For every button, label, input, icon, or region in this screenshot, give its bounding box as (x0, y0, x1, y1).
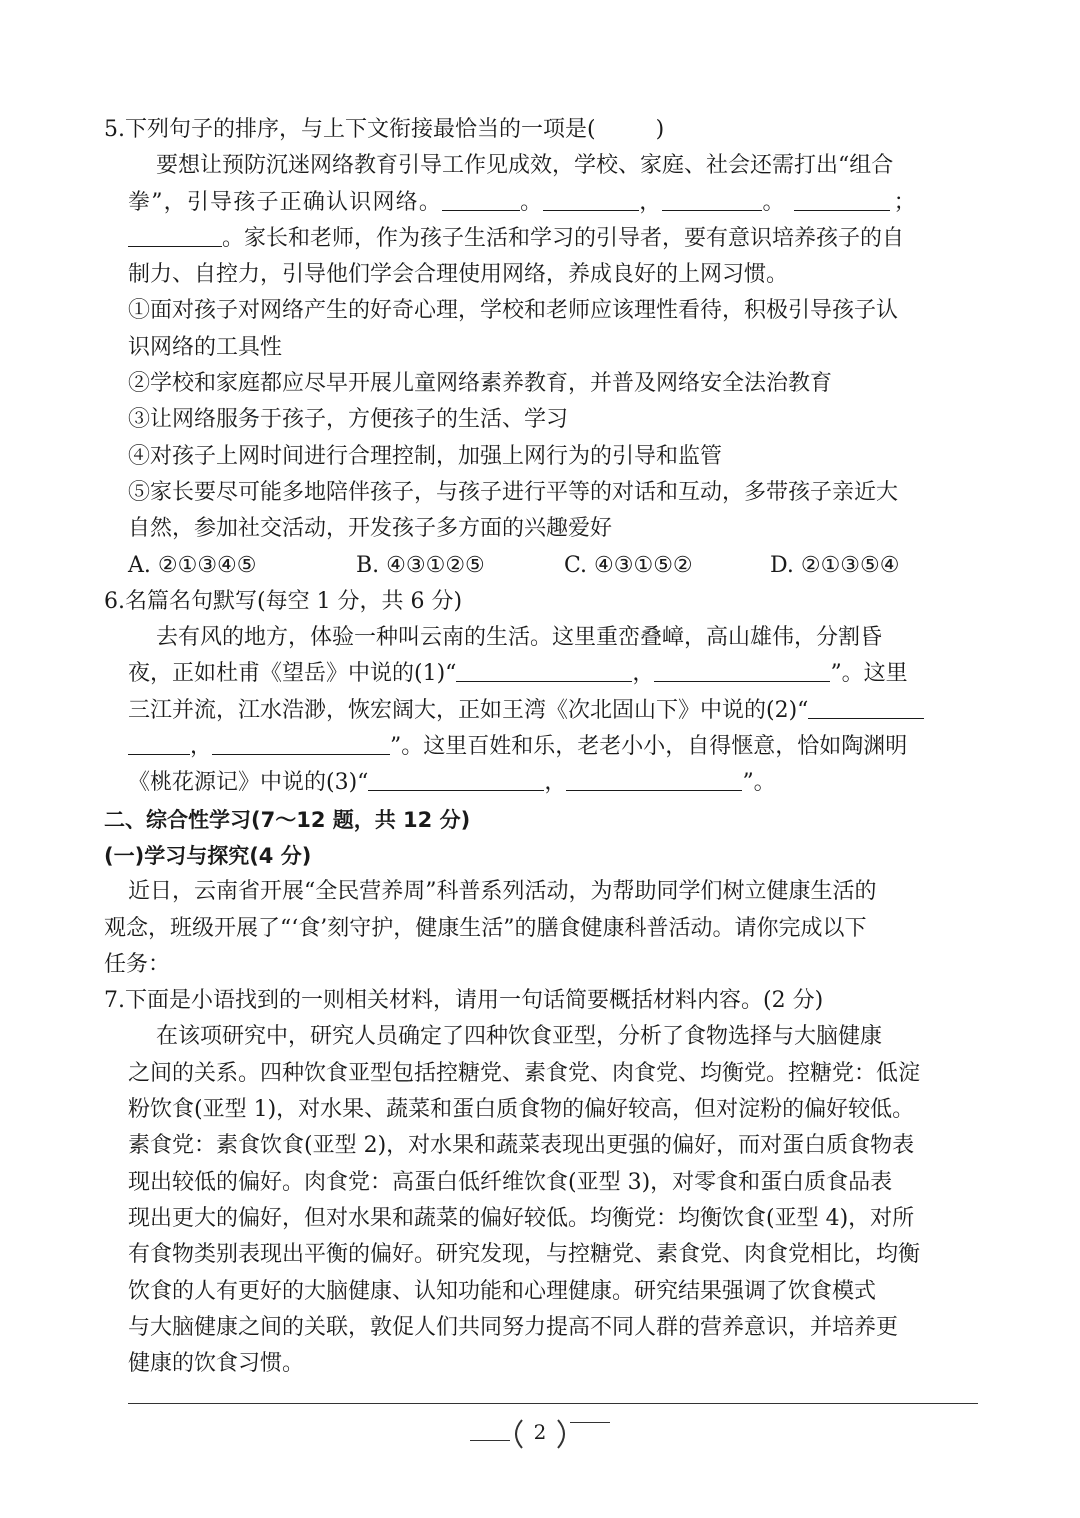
q6-passage-line-3 (104, 693, 980, 729)
q7-material-line: 粉饮食(亚型 1)，对水果、蔬菜和蛋白质食物的偏好较高，但对淀粉的偏好较低。 (128, 1097, 915, 1123)
q5-passage-line-3 (104, 221, 980, 257)
q6-passage-line-5 (104, 765, 980, 801)
footer-line-right (570, 1422, 610, 1423)
q6-blank-3a[interactable] (808, 694, 924, 719)
q6-passage-line-2 (104, 656, 980, 692)
q5-stem (104, 112, 980, 148)
q7-material-line: 素食党：素食饮食(亚型 2)，对水果和蔬菜表现出更强的偏好，而对蛋白质食物表 (128, 1133, 915, 1159)
q7-material-line: 之间的关系。四种饮食亚型包括控糖党、素食党、肉食党、均衡党。控糖党：低淀 (128, 1060, 921, 1086)
page-number: 2 (533, 1420, 547, 1444)
q7-material-line: 现出较低的偏好。肉食党：高蛋白低纤维饮食(亚型 3)，对零食和蛋白质食品表 (128, 1169, 893, 1195)
q5-item-5-line-1: ⑤家长要尽可能多地陪伴孩子，与孩子进行平等的对话和互动，多带孩子亲近大 (128, 479, 899, 505)
q5-blank-1[interactable] (442, 186, 520, 211)
section-2-title: 二、综合性学习(7～12 题，共 12 分) (104, 807, 471, 832)
q5-item-1-line-1: ①面对孩子对网络产生的好奇心理，学校和老师应该理性看待，积极引导孩子认 (128, 298, 899, 324)
q6-blank-1[interactable] (456, 657, 632, 682)
q5-option-c[interactable]: C. ④③①⑤② (564, 552, 693, 578)
punct: ， (639, 189, 663, 215)
q5-option-d[interactable]: D. ②①③⑤④ (770, 552, 900, 578)
q5-blank-2[interactable] (543, 186, 639, 211)
punct: 。 (520, 189, 544, 215)
q5-item-2: ②学校和家庭都应尽早开展儿童网络素养教育，并普及网络安全法治教育 (128, 371, 833, 397)
q6-text: 《桃花源记》中说的(3)“ (128, 770, 369, 796)
q5-blank-4[interactable] (794, 186, 890, 211)
q7-material-line: 有食物类别表现出平衡的偏好。研究发现，与控糖党、素食党、肉食党相比，均衡 (128, 1242, 921, 1268)
q5-passage-text: 。家长和老师，作为孩子生活和学习的引导者，要有意识培养孩子的自 (222, 225, 905, 251)
footer-rule (128, 1403, 978, 1404)
q6-text: ”。这里百姓和乐，老老小小，自得惬意，恰如陶渊明 (390, 734, 908, 760)
q6-stem: 6.名篇名句默写(每空 1 分，共 6 分) (104, 588, 463, 614)
q7-material-line: 健康的饮食习惯。 (128, 1351, 305, 1377)
punct: 。 (762, 189, 786, 215)
page-content (104, 112, 980, 1382)
section-2-intro-line-1: 近日，云南省开展“全民营养周”科普系列活动，为帮助同学们树立健康生活的 (128, 879, 877, 905)
punct: ； (893, 189, 917, 215)
section-2-intro-line-2: 观念，班级开展了“‘食’刻守护，健康生活”的膳食健康科普活动。请你完成以下 (104, 915, 867, 941)
punct: ， (544, 770, 567, 796)
q5-blank-3[interactable] (662, 186, 762, 211)
q6-text: 夜，正如杜甫《望岳》中说的(1)“ (128, 661, 457, 687)
q5-options (104, 548, 980, 584)
q5-item-1-line-2: 识网络的工具性 (128, 334, 283, 360)
q5-passage-line-4: 制力、自控力，引导他们学会合理使用网络，养成良好的上网习惯。 (128, 262, 789, 288)
q7-material-line: 现出更大的偏好，但对水果和蔬菜的偏好较低。均衡党：均衡饮食(亚型 4)，对所 (128, 1205, 915, 1231)
footer-line-left (470, 1440, 510, 1441)
q5-blank-5[interactable] (128, 222, 222, 247)
q5-option-b[interactable]: B. ④③①②⑤ (356, 552, 485, 578)
q5-passage-line-1: 要想让预防沉迷网络教育引导工作见成效，学校、家庭、社会还需打出“组合 (156, 153, 894, 179)
q6-passage-line-4 (104, 729, 980, 765)
q6-blank-5[interactable] (368, 766, 544, 791)
q5-option-a[interactable]: A. ②①③④⑤ (128, 552, 257, 578)
q6-blank-2[interactable] (654, 657, 830, 682)
subsection-1-title: (一)学习与探究(4 分) (104, 843, 312, 868)
q5-item-4: ④对孩子上网时间进行合理控制，加强上网行为的引导和监管 (128, 443, 723, 469)
q6-passage-line-1: 去有风的地方，体验一种叫云南的生活。这里重峦叠嶂，高山雄伟，分割昏 (156, 625, 883, 651)
q5-item-3: ③让网络服务于孩子，方便孩子的生活、学习 (128, 407, 569, 433)
q5-passage-text: 拳”，引导孩子正确认识网络。 (128, 189, 443, 215)
section-2-intro-line-3: 任务： (104, 951, 171, 977)
punct: ， (190, 734, 213, 760)
q7-stem: 7.下面是小语找到的一则相关材料，请用一句话简要概括材料内容。(2 分) (104, 988, 824, 1014)
q7-material-line: 在该项研究中，研究人员确定了四种饮食亚型，分析了食物选择与大脑健康 (156, 1024, 883, 1050)
q6-blank-3b[interactable] (128, 730, 190, 755)
q7-material-line: 与大脑健康之间的关联，敦促人们共同努力提高不同人群的营养意识，并培养更 (128, 1314, 899, 1340)
q7-material-line: 饮食的人有更好的大脑健康、认知功能和心理健康。研究结果强调了饮食模式 (128, 1278, 877, 1304)
page-number-ornament (470, 1416, 610, 1452)
q6-text: ”。 (742, 770, 776, 796)
punct: ， (632, 661, 655, 687)
q5-stem-text: 5.下列句子的排序，与上下文衔接最恰当的一项是( (104, 117, 596, 142)
q6-blank-6[interactable] (566, 766, 742, 791)
q5-item-5-line-2: 自然，参加社交活动，开发孩子多方面的兴趣爱好 (128, 516, 613, 542)
q5-stem-end: ) (655, 117, 665, 142)
q6-blank-4[interactable] (212, 730, 390, 755)
q6-text: ”。这里 (830, 661, 908, 687)
q5-passage-line-2 (104, 185, 980, 221)
q6-text: 三江并流，江水浩渺，恢宏阔大，正如王湾《次北固山下》中说的(2)“ (128, 697, 809, 723)
